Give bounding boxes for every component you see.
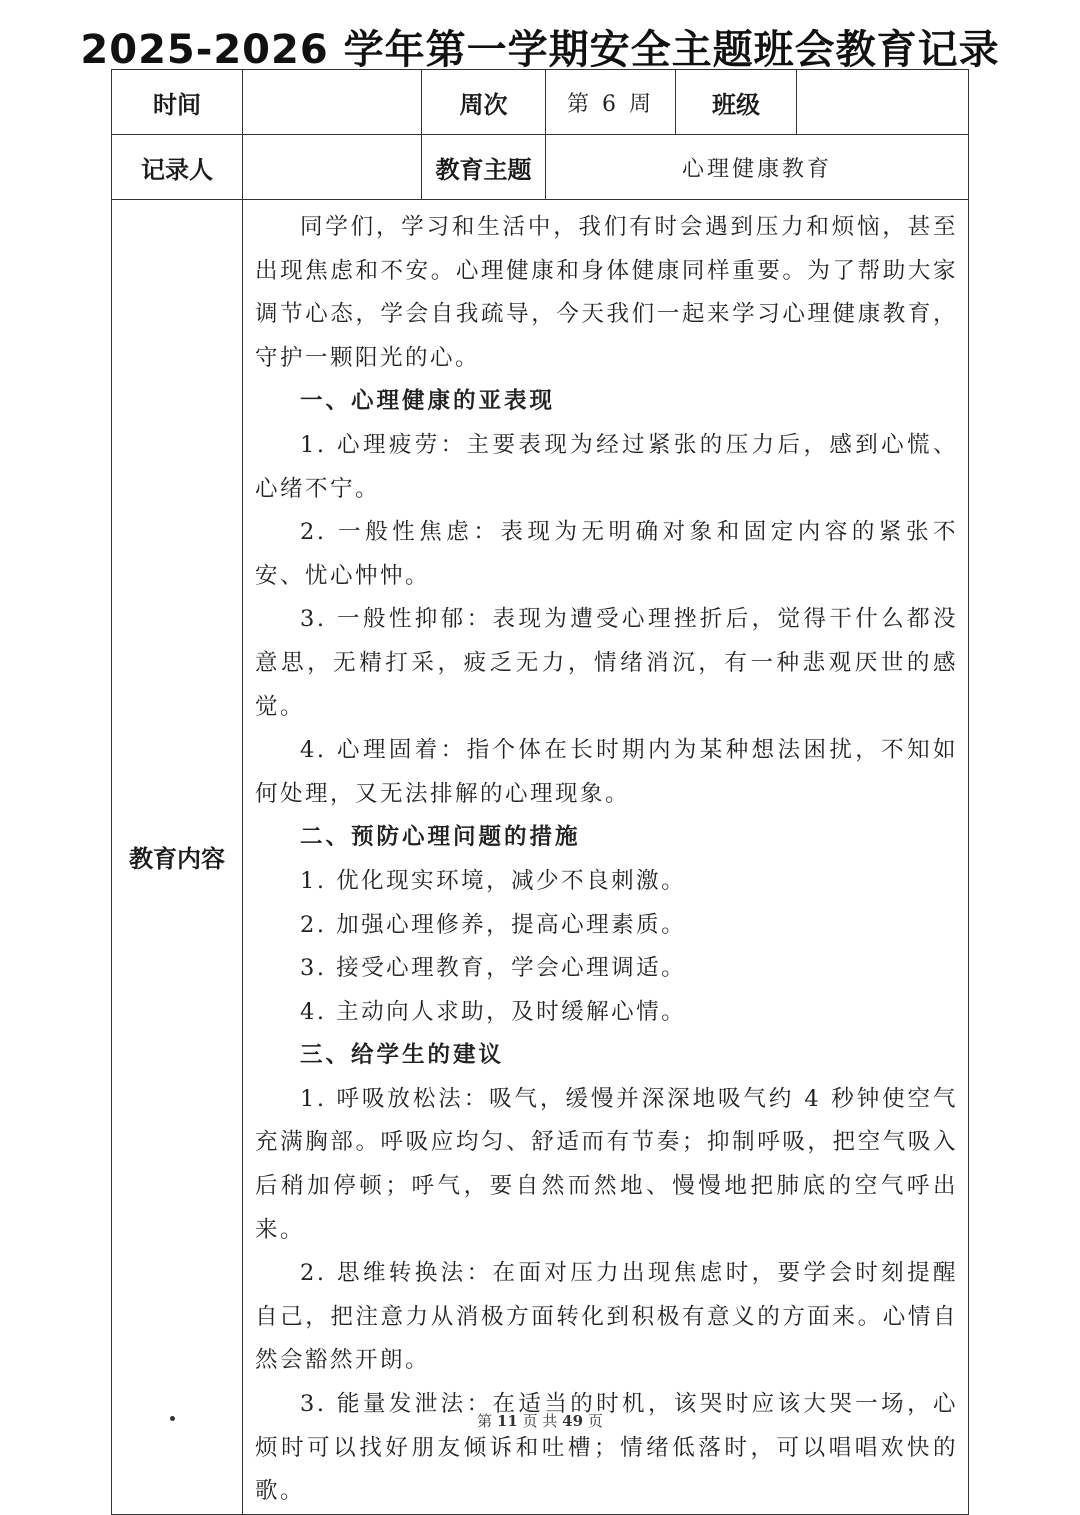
- total-pages: 49: [562, 1412, 584, 1430]
- recorder-value: [243, 135, 422, 200]
- footer-suffix: 页: [587, 1412, 603, 1430]
- footer-middle: 页 共: [522, 1412, 558, 1430]
- list-item: 4. 心理固着：指个体在长时期内为某种想法困扰，不知如何处理，又无法排解的心理现象。: [255, 737, 958, 807]
- record-table: [111, 69, 969, 1515]
- page-title: 2025-2026 学年第一学期安全主题班会教育记录: [80, 27, 1000, 73]
- list-item: 2. 加强心理修养，提高心理素质。: [300, 911, 687, 938]
- page-footer: [0, 1410, 1080, 1431]
- theme-value: 心理健康教育: [546, 135, 969, 200]
- section-heading: 一、心理健康的亚表现: [300, 388, 556, 415]
- section-heading: 三、给学生的建议: [300, 1042, 505, 1069]
- footer-prefix: 第: [477, 1412, 493, 1430]
- table-row-recorder: [112, 135, 969, 200]
- week-value: 第 6 周: [546, 70, 676, 135]
- time-value: [243, 70, 422, 135]
- intro-paragraph: 同学们，学习和生活中，我们有时会遇到压力和烦恼，甚至出现焦虑和不安。心理健康和身体健康同样重要。为了帮助大家调节心态，学会自我疏导，今天我们一起来学习心理健康教育，守护一颗阳光的心。: [255, 214, 958, 371]
- recorder-label: 记录人: [112, 135, 243, 200]
- list-item: 1. 优化现实环境，减少不良刺激。: [300, 867, 687, 894]
- content-label: 教育内容: [112, 200, 243, 1515]
- list-item: 3. 一般性抑郁：表现为遭受心理挫折后，觉得干什么都没意思，无精打采，疲乏无力，情绪消沉，有一种悲观厌世的感觉。: [255, 606, 958, 720]
- list-item: 1. 呼吸放松法：吸气，缓慢并深深地吸气约 4 秒钟使空气充满胸部。呼吸应均匀、舒适而有节奏；抑制呼吸，把空气吸入后稍加停顿；呼气，要自然而然地、慢慢地把肺底的空气呼出来。: [255, 1085, 958, 1243]
- class-label: 班级: [676, 70, 797, 135]
- table-row-time: [112, 70, 969, 135]
- week-label: 周次: [422, 70, 546, 135]
- list-item: 2. 一般性焦虑：表现为无明确对象和固定内容的紧张不安、忧心忡忡。: [255, 519, 958, 589]
- list-item: 2. 思维转换法：在面对压力出现焦虑时，要学会时刻提醒自己，把注意力从消极方面转化到积极有意义的方面来。心情自然会豁然开朗。: [255, 1260, 958, 1374]
- list-item: 3. 能量发泄法：在适当的时机，该哭时应该大哭一场，心烦时可以找好朋友倾诉和吐槽；情绪低落时，可以唱唱欢快的歌。: [255, 1391, 958, 1505]
- time-label: 时间: [112, 70, 243, 135]
- page-number: 11: [496, 1412, 518, 1430]
- table-row-content: [112, 200, 969, 1515]
- class-value: [797, 70, 969, 135]
- section-heading: 二、预防心理问题的措施: [300, 824, 581, 851]
- theme-label: 教育主题: [422, 135, 546, 200]
- list-item: 1. 心理疲劳：主要表现为经过紧张的压力后，感到心慌、心绪不宁。: [255, 431, 958, 502]
- content-body: [243, 200, 968, 1514]
- content-cell: [243, 200, 969, 1515]
- list-item: 3. 接受心理教育，学会心理调适。: [300, 955, 687, 982]
- list-item: 4. 主动向人求助，及时缓解心情。: [300, 998, 687, 1025]
